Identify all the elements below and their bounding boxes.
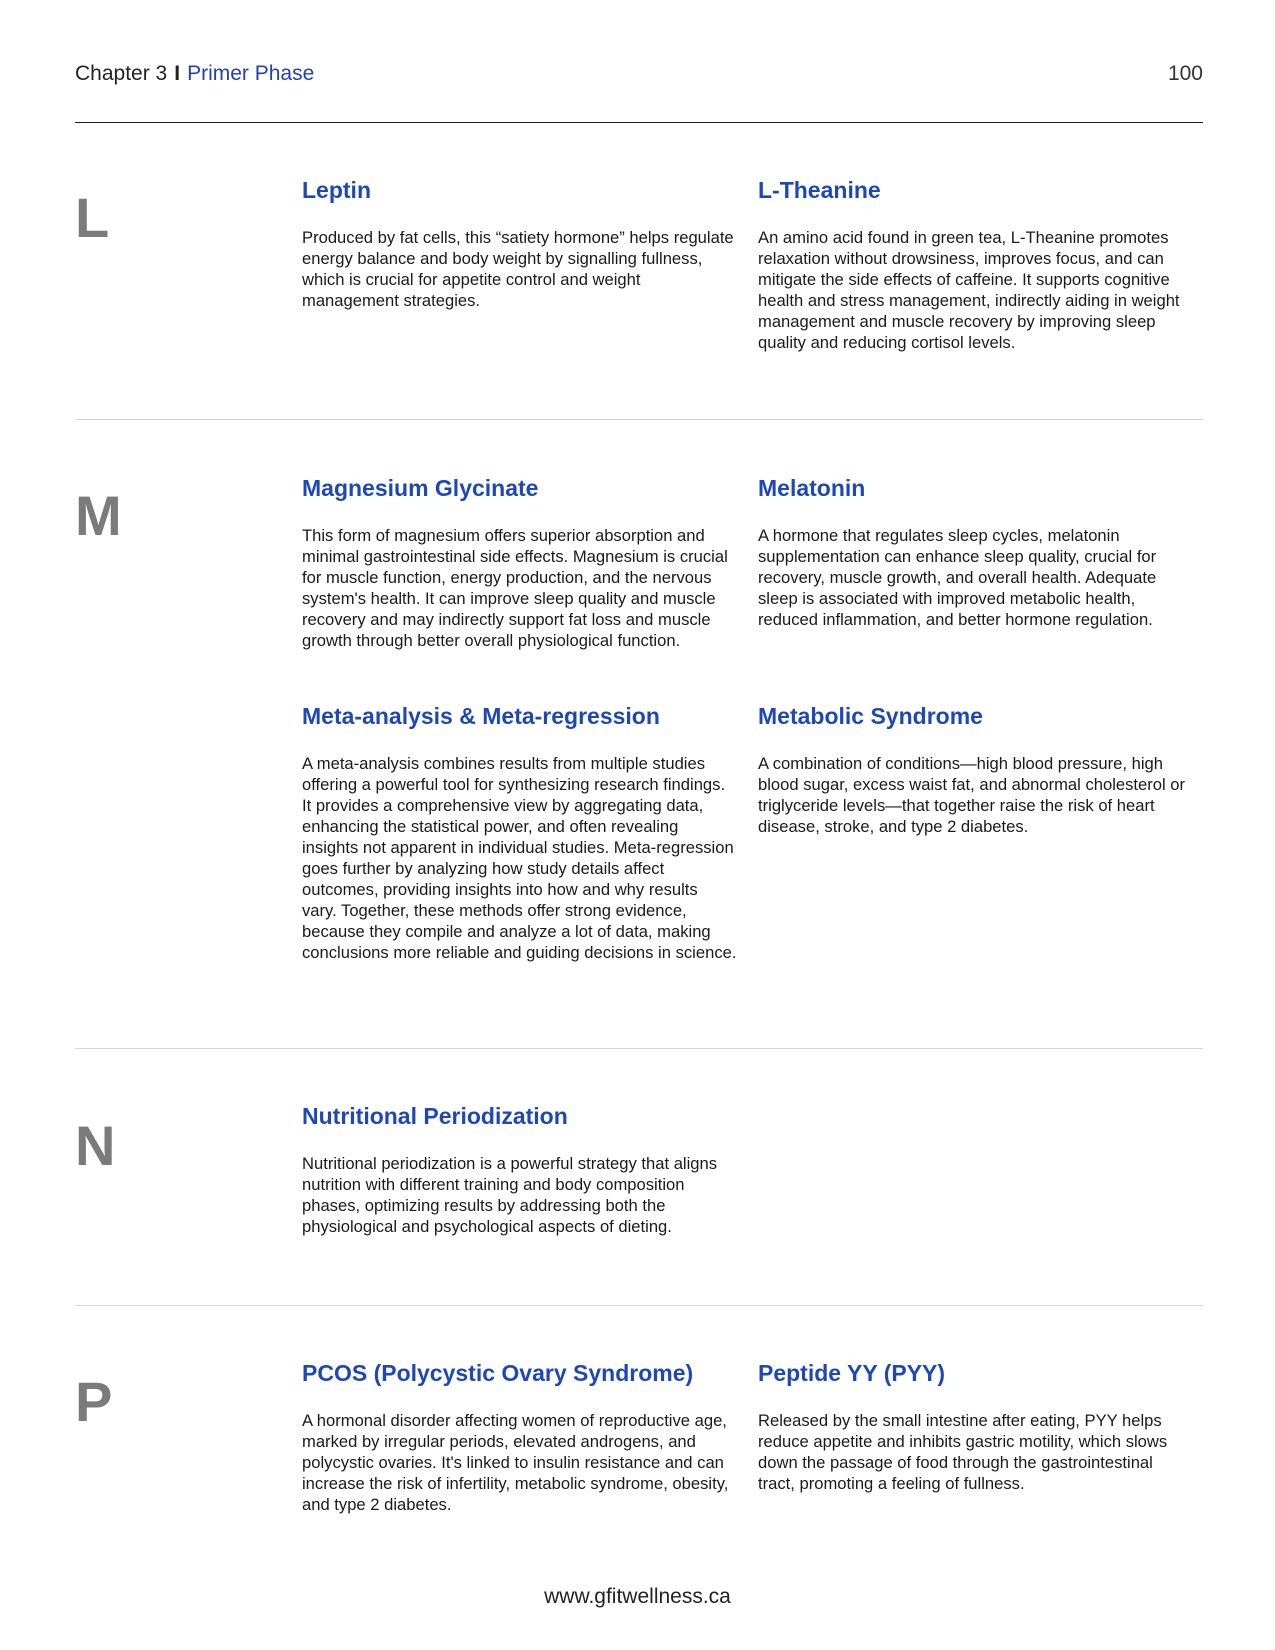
glossary-entry-pcos [302,1358,737,1515]
glossary-entry-peptide-yy [758,1358,1193,1494]
glossary-entry-nutritional-periodization [302,1101,737,1237]
section-divider [75,419,1203,420]
entry-body: Nutritional periodization is a powerful strategy that aligns nutrition with different training and body composition phases, optimizing results by addressing both the physiological and psychological aspects of dieting. [302,1154,718,1236]
glossary-entry-magnesium-glycinate [302,473,737,651]
section-letter-n: N [75,1114,116,1177]
entry-title: Leptin [302,177,371,203]
glossary-entry-melatonin [758,473,1193,630]
entry-body: This form of magnesium offers superior absorption and minimal gastrointestinal side effects. Magnesium is crucial for muscle function, energy production, and the nervous system's health. It can improve sleep quality and muscle recovery and may indirectly support fat loss and muscle growth through better overall physiological function. [302,526,728,650]
entry-title: Metabolic Syndrome [758,703,983,729]
section-letter-m: M [75,484,122,547]
entry-body: A hormone that regulates sleep cycles, melatonin supplementation can enhance sleep quality, crucial for recovery, muscle growth, and overall health. Adequate sleep is associated with improved metabolic health, reduced inflammation, and better hormone regulation. [758,526,1157,629]
chapter-label: Chapter 3 [75,62,168,85]
entry-title: Meta-analysis & Meta-regression [302,703,660,729]
entry-body: A combination of conditions—high blood pressure, high blood sugar, excess waist fat, and abnormal cholesterol or triglyceride levels—that together raise the risk of heart disease, stroke, and type 2 diabetes. [758,754,1186,836]
entry-body: An amino acid found in green tea, L-Theanine promotes relaxation without drowsiness, improves focus, and can mitigate the side effects of caffeine. It supports cognitive health and stress management, indirectly aiding in weight management and muscle recovery by improving sleep quality and reducing cortisol levels. [758,228,1180,352]
section-letter-l: L [75,186,110,249]
glossary-entry-l-theanine [758,175,1193,353]
entry-body: A meta-analysis combines results from multiple studies offering a powerful tool for synthesizing research findings. It provides a comprehensive view by aggregating data, enhancing the statistical power, and often revealing insights not apparent in individual studies. Meta-regression goes further by analyzing how study details affect outcomes, providing insights into how and why results vary. Together, these methods offer strong evidence, because they compile and analyze a lot of data, making conclusions more reliable and guiding decisions in science. [302,754,737,962]
section-title: Primer Phase [187,62,315,85]
page-number: 100 [1167,62,1203,85]
glossary-entry-meta-analysis [302,701,737,963]
footer-website: www.gfitwellness.ca [544,1585,731,1608]
entry-title: Magnesium Glycinate [302,475,539,501]
section-divider [75,1305,1203,1306]
section-letter-p: P [75,1370,113,1433]
section-divider [75,1048,1203,1049]
entry-body: Produced by fat cells, this “satiety hormone” helps regulate energy balance and body weight by signalling fullness, which is crucial for appetite control and weight management strategies. [302,228,734,310]
glossary-entry-leptin [302,175,737,311]
running-header [75,62,314,86]
glossary-entry-metabolic-syndrome [758,701,1193,837]
entry-title: Nutritional Periodization [302,1103,568,1129]
entry-title: PCOS (Polycystic Ovary Syndrome) [302,1360,694,1386]
header-separator: I [174,62,181,85]
entry-title: Peptide YY (PYY) [758,1360,946,1386]
entry-body: Released by the small intestine after eating, PYY helps reduce appetite and inhibits gastric motility, which slows down the passage of food through the gastrointestinal tract, promoting a feeling of fullness. [758,1411,1168,1493]
entry-title: Melatonin [758,475,866,501]
entry-body: A hormonal disorder affecting women of reproductive age, marked by irregular periods, elevated androgens, and polycystic ovaries. It's linked to insulin resistance and can increase the risk of infertility, metabolic syndrome, obesity, and type 2 diabetes. [302,1411,729,1514]
header-rule [75,122,1203,123]
entry-title: L-Theanine [758,177,881,203]
